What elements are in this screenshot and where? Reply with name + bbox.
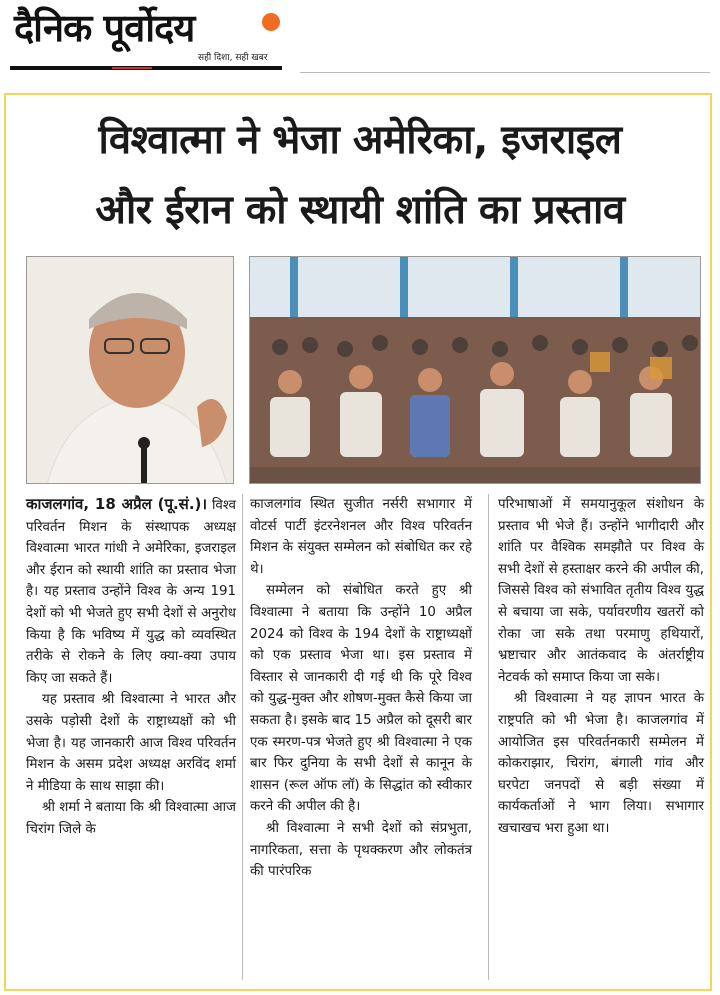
speaker-photo-illustration	[27, 257, 234, 484]
article-headline	[10, 105, 710, 245]
article-column-1	[26, 494, 236, 841]
article-paragraph: काजलगांव स्थित सुजीत नर्सरी सभागार में वोटर्स पार्टी इंटरनेशनल और विश्व परिवर्तन मिशन के संयुक्त सम्मेलन को संबोधित कर रहे थे।	[250, 497, 472, 577]
article-paragraph	[26, 494, 236, 689]
article-paragraph: परिभाषाओं में समयानुकूल संशोधन के प्रस्ताव भी भेजे हैं। उन्होंने भागीदारी और शांति पर वैश्विक समझौते पर विश्व के सभी देशों से हस्ताक्षर करने की अपील की, जिससे विश्व को संभावित तृतीय विश्व युद्ध से बचाया जा सके, पर्यावरणीय खतरों को रोका जा सके तथा परमाणु हथियारों, भ्रष्टाचार और आतंकवाद के अंतर्राष्ट्रीय नेटवर्क को समाप्त किया जा सके।	[498, 497, 704, 685]
masthead	[0, 0, 720, 80]
article-text: विश्व परिवर्तन मिशन के संस्थापक अध्यक्ष विश्वात्मा भारत गांधी ने अमेरिका, इजराइल और ईरान को स्थायी शांति का प्रस्ताव भेजा है। यह प्रस्ताव उन्होंने विश्व के अन्य 191 देशों को भी भेजते हुए सभी देशों से अनुरोध किया है कि भविष्य में युद्ध को व्यवस्थित तरीके से रोकने के लिए क्या-क्या उपाय किए जा सकते हैं।	[26, 498, 236, 686]
column-divider-2	[488, 494, 489, 980]
audience-photo-illustration	[250, 257, 701, 484]
article-paragraph: श्री विश्वात्मा ने सभी देशों को संप्रभुता, नागरिकता, सत्ता के पृथक्करण और लोकतंत्र की पारंपरिक	[250, 820, 472, 880]
dateline: काजलगांव, 18 अप्रैल (पू.सं.)।	[26, 495, 208, 513]
article-column-3	[498, 494, 704, 840]
article-paragraph: श्री विश्वात्मा ने यह ज्ञापन भारत के राष्ट्रपति को भी भेजा है। काजलगांव में आयोजित इस परिवर्तनकारी सम्मेलन में कोकराझार, चिरांग, बंगाली गांव और घरपेटा जनपदों से बड़ी संख्या में कार्यकर्ताओं ने भाग लिया। सभागार खचाखच भरा हुआ था।	[498, 691, 704, 836]
tagline: सही दिशा, सही खबर	[198, 53, 268, 63]
headline-line-1: विश्वात्मा ने भेजा अमेरिका, इजराइल	[98, 117, 622, 163]
column-divider-1	[242, 494, 243, 980]
masthead-accent-rule	[112, 67, 152, 69]
speaker-photo	[26, 256, 234, 484]
logo-accent-dot	[262, 13, 280, 31]
article-paragraph: सम्मेलन को संबोधित करते हुए श्री विश्वात्मा ने बताया कि उन्होंने 10 अप्रैल 2024 को विश्व के 194 देशों के राष्ट्राध्यक्षों को एक प्रस्ताव भेजा था। इस प्रस्ताव में विस्तार से जानकारी दी गई थी कि पूरे विश्व को युद्ध-मुक्त और शोषण-मुक्त कैसे किया जा सकता है। इसके बाद 15 अप्रैल को दूसरी बार एक स्मरण-पत्र भेजते हुए श्री विश्वात्मा ने एक बार फिर दुनिया के सभी देशों से कानून के शासन (रूल ऑफ लॉ) के सिद्धांत को स्वीकार करने की अपील की है।	[250, 583, 472, 815]
headline-line-2: और ईरान को स्थायी शांति का प्रस्ताव	[95, 187, 625, 233]
masthead-divider	[300, 72, 710, 73]
newspaper-logo: दैनिक पूर्वोदय	[14, 6, 195, 50]
article-paragraph: श्री शर्मा ने बताया कि श्री विश्वात्मा आज चिरांग जिले के	[26, 800, 236, 837]
article-column-2	[250, 494, 472, 883]
article-paragraph: यह प्रस्ताव श्री विश्वात्मा ने भारत और उसके पड़ोसी देशों के राष्ट्राध्यक्षों को भी भेजा है। यह जानकारी आज विश्व परिवर्तन मिशन के असम प्रदेश अध्यक्ष अरविंद शर्मा ने मीडिया के साथ साझा की।	[26, 692, 236, 794]
conference-audience-photo	[249, 256, 701, 484]
